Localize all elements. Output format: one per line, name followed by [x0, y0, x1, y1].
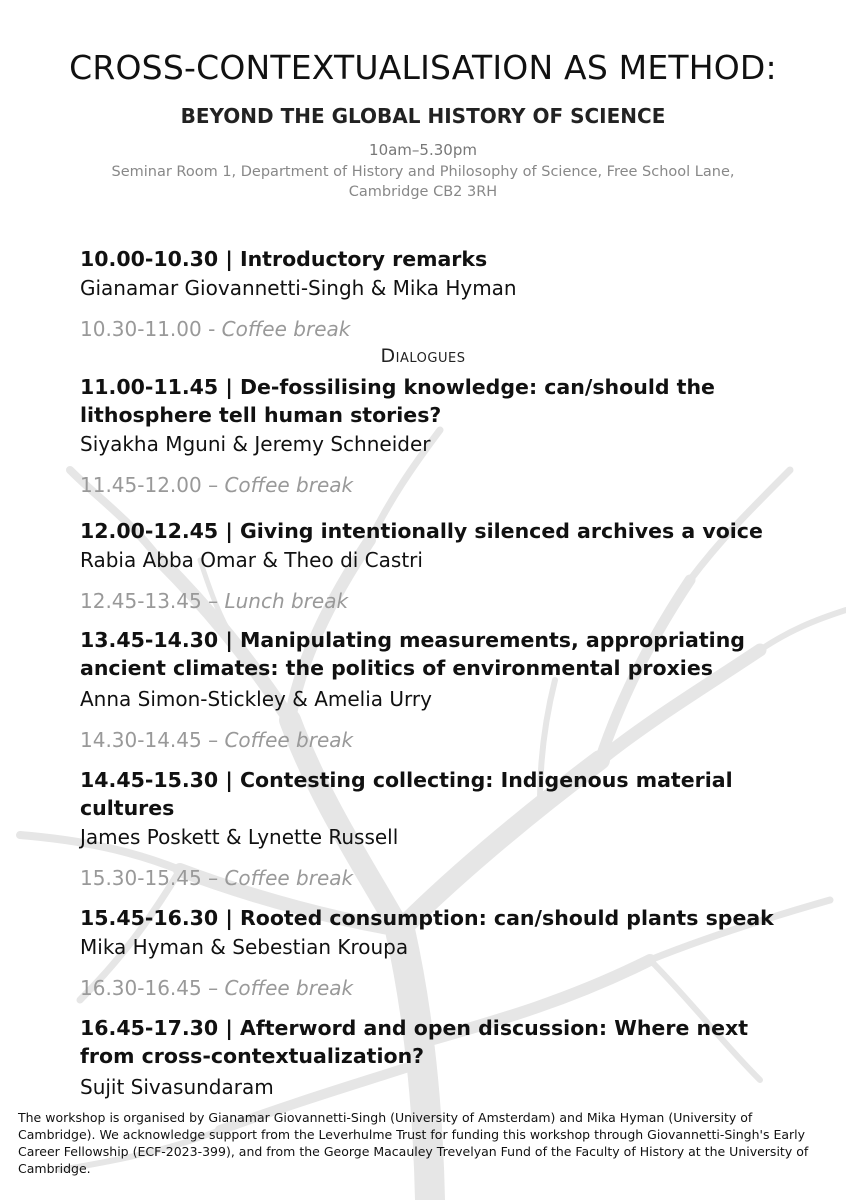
- break-item: [80, 975, 780, 1001]
- event-venue: Seminar Room 1, Department of History and Philosophy of Science, Free School Lane, Cambridge CB2 3RH: [111, 164, 735, 200]
- break-label: Coffee break: [224, 976, 354, 1000]
- session-speakers: James Poskett & Lynette Russell: [80, 825, 399, 849]
- break-item: [80, 588, 780, 614]
- session-title: 14.45-15.30 | Contesting collecting: Indigenous material cultures: [80, 768, 733, 820]
- break-label: Coffee break: [224, 728, 354, 752]
- session-title: 12.00-12.45 | Giving intentionally silenced archives a voice: [80, 519, 763, 543]
- break-item: [80, 472, 780, 498]
- page-subtitle: BEYOND THE GLOBAL HISTORY OF SCIENCE: [180, 104, 666, 128]
- section-heading-dialogues: Dialogues: [380, 345, 466, 367]
- event-time: 10am–5.30pm: [369, 141, 477, 159]
- break-label: Coffee break: [221, 317, 351, 341]
- session-speakers: Siyakha Mguni & Jeremy Schneider: [80, 432, 431, 456]
- session-speakers: Gianamar Giovannetti-Singh & Mika Hyman: [80, 276, 517, 300]
- break-time: 11.45-12.00 –: [80, 473, 225, 497]
- break-label: Coffee break: [224, 866, 354, 890]
- session-title: 11.00-11.45 | De-fossilising knowledge: can/should the lithosphere tell human stories?: [80, 375, 715, 427]
- page-title: CROSS-CONTEXTUALISATION AS METHOD:: [69, 48, 777, 87]
- session-speakers: Rabia Abba Omar & Theo di Castri: [80, 548, 423, 572]
- break-label: Coffee break: [224, 473, 354, 497]
- session-speakers: Mika Hyman & Sebestian Kroupa: [80, 935, 409, 959]
- session-title: 10.00-10.30 | Introductory remarks: [80, 247, 488, 271]
- break-time: 16.30-16.45 –: [80, 976, 225, 1000]
- acknowledgements-footer: The workshop is organised by Gianamar Giovannetti-Singh (University of Amsterdam) and Mika Hyman (University of Cambridge). We acknowledge support from the Leverhulme Trust for funding this workshop through Giovannetti-Singh's Early Career Fellowship (ECF-2023-399), and from the George Macauley Trevelyan Fund of the Faculty of History at the University of Cambridge.: [18, 1110, 809, 1176]
- break-time: 15.30-15.45 –: [80, 866, 225, 890]
- break-time: 12.45-13.45 –: [80, 589, 225, 613]
- break-time: 14.30-14.45 –: [80, 728, 225, 752]
- session-speakers: Sujit Sivasundaram: [80, 1075, 274, 1099]
- session-title: 16.45-17.30 | Afterword and open discussion: Where next from cross-contextualization?: [80, 1016, 749, 1068]
- session-title: 13.45-14.30 | Manipulating measurements, appropriating ancient climates: the politics of environmental proxies: [80, 628, 745, 680]
- break-item: [80, 865, 780, 891]
- break-label: Lunch break: [224, 589, 349, 613]
- break-time: 10.30-11.00 -: [80, 317, 222, 341]
- break-item: [80, 727, 780, 753]
- session-speakers: Anna Simon-Stickley & Amelia Urry: [80, 687, 432, 711]
- break-item: [80, 316, 780, 342]
- session-title: 15.45-16.30 | Rooted consumption: can/should plants speak: [80, 906, 774, 930]
